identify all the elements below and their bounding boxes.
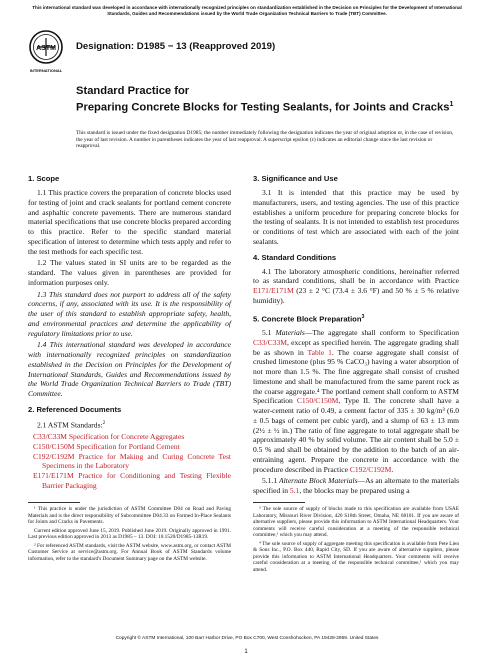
link-c192[interactable]: C192/C192M <box>349 464 392 474</box>
title-line-1: Standard Practice for <box>76 85 190 97</box>
international-notice: This international standard was developed in accordance with internationally recognized principles on standardization established in the Decision on Principles for the Development of International Standards, Guides and Recommendations issued by the World Trade Organization Technical Barriers to Trade (TBT) Committee. <box>32 5 462 16</box>
refdocs-heading: 2. Referenced Documents <box>28 404 122 414</box>
footnotes-left <box>28 502 231 564</box>
footnote-3: ³ The sole source of supply of blocks made to this specification are available from USAE Laboratory, Missouri River Division, 420 S18th Street, Omaha, NE 68101. If you are aware of alternative suppliers, please provide this information to ASTM International Headquarters. Your comments will receive careful consideration at a meeting of the responsible technical committee,¹ which you may attend. <box>253 506 459 538</box>
title-footnote-mark: 1 <box>449 101 454 108</box>
footnote-rule <box>28 502 80 503</box>
prep-heading: 5. Concrete Block Preparation$^3$ <box>253 313 365 324</box>
ref-item-c33[interactable]: C33/C33M Specification for Concrete Aggregates <box>33 432 185 442</box>
copyright: Copyright © ASTM International, 100 Barr Harbor Drive, PO Box C700, West Conshohocken, PA 19428-2959. United States <box>115 636 379 641</box>
footnote-edition: Current edition approved June 15, 2019. Published June 2019. Originally approved in 1991. Last previous edition approved in 2013 as D1985 – 13. DOI: 10.1520/D1985-13R19. <box>28 527 231 540</box>
conditions-heading: 4. Standard Conditions <box>253 252 337 262</box>
issuance-note: This standard is issued under the fixed designation D1985; the number immediately following the designation indicates the year of original adoption or, in the case of revision, the year of last revision. A number in parentheses indicates the year of last reapproval. A superscript epsilon (ε) indicates an editorial change since the last revision or reapproval. <box>76 130 454 150</box>
astm-logo-icon <box>28 29 64 77</box>
link-5-1[interactable]: 5.1 <box>289 486 300 496</box>
link-c33[interactable]: C33/C33M <box>253 337 287 347</box>
title-line-2: Preparing Concrete Blocks for Testing Sealants, for Joints and Cracks$^1$ <box>76 101 454 114</box>
prep-p2: 5.1.1 Alternate Block Materials—As an alternate to the materials specified in 5.1, the blocks may be prepared using a <box>253 476 460 496</box>
significance-heading: 3. Significance and Use <box>253 174 338 183</box>
scope-heading: 1. Scope <box>28 174 60 183</box>
footnote-4: ⁴ The sole source of supply of aggregate meeting this specification is available from Pete Lien & Sons Inc., P.O. Box 440, Rapid City, SD. If you are aware of alternative suppliers, please provide this information to ASTM International Headquarters. Your comments will receive careful consideration at a meeting of the responsible technical committee,¹ which you may attend. <box>253 540 459 573</box>
link-e171[interactable]: E171/E171M <box>253 286 294 295</box>
scope-p2: 1.2 The values stated in SI units are to be regarded as the standard. The values given in parentheses are provided for information purposes only. <box>28 258 231 287</box>
refdocs-sub: 2.1 ASTM Standards:$^2$ <box>37 419 106 430</box>
link-table-1[interactable]: Table 1 <box>307 347 332 357</box>
document-title <box>76 84 456 115</box>
ref-item-e171[interactable]: E171/E171M Practice for Conditioning and Testing Flexible Barrier Packaging <box>33 471 231 490</box>
ref-item-c192[interactable]: C192/C192M Practice for Making and Curing Concrete Test Specimens in the Laboratory <box>33 451 231 471</box>
prep-p1: 5.1 Materials—The aggregate shall conform to Specification C33/C33M, except as specified herein. The aggregate grading shall be as shown in Table 1. The coarse aggregate shall consist of crushed limestone (plus 95 % CaCO₃) having a water absorption of not more than 1.5 %. The fine aggregate shall consist of crushed limestone and shall be manufactured from the same parent rock as the coarse aggregate.⁴ The portland cement shall conform to ASTM Specification C150/C150M, Type II. The concrete shall have a water-cement ratio of 0.49, a cement factor of 335 ± 30 kg/m³ (6.0 ± 0.5 bags of cement per cubic yard), and a slump of 63 ± 13 mm (2½ ± ½ in.) The ratio of fine aggregate to total aggregate shall be approximately 40 % by solid volume. The air content shall be 5.0 ± 0.5 % and shall be obtained by the addition to the batch of an air-entraining agent. Prepare the concrete in accordance with the procedure described in Practice C192/C192M. <box>253 328 459 474</box>
left-column <box>28 174 231 491</box>
scope-p1: 1.1 This practice covers the preparation of concrete blocks used for testing of joint and crack sealants for portland cement concrete and asphaltic concrete pavements. There are numerous standard material specifications that use concrete blocks prepared according to this practice. Refer to the specific standard material specification of interest to determine which tests apply and refer to the test methods for each specific test. <box>28 188 231 256</box>
designation: Designation: D1985 − 13 (Reapproved 2019) <box>76 41 276 52</box>
ref-item-c150[interactable]: C150/C150M Specification for Portland Cement <box>33 441 180 451</box>
footnote-2: ² For referenced ASTM standards, visit the ASTM website, www.astm.org, or contact ASTM Customer Service at service@astm.org. For Annual Book of ASTM Standards volume information, refer to the standard's Document Summary page on the ASTM website. <box>28 542 231 562</box>
scope-p3: 1.3 This standard does not purport to address all of the safety concerns, if any, associated with its use. It is the responsibility of the user of this standard to establish appropriate safety, health, and environmental practices and determine the applicability of regulatory limitations prior to use. <box>28 289 231 338</box>
footnotes-right <box>253 502 459 575</box>
significance-p1: 3.1 It is intended that this practice may be used by manufacturers, users, and testing agencies. The use of this practice establishes a uniform procedure for preparing concrete blocks for the testing of sealants. It is not intended to establish test procedures or conditions of test which are associated with each of the joint sealants. <box>253 188 459 246</box>
logo-sub: INTERNATIONAL <box>29 68 63 73</box>
link-c150[interactable]: C150/C150M <box>296 396 339 406</box>
conditions-p1: 4.1 The laboratory atmospheric conditions, hereinafter referred to as standard conditions, shall be in accordance with Practice E171/E171M (23 ± 2 °C (73.4 ± 3.6 °F) and 50 % ± 5 % relative humidity). <box>253 266 459 305</box>
footnote-rule <box>253 502 305 503</box>
footnote-1: ¹ This practice is under the jurisdiction of ASTM Committee D04 on Road and Paving Materials and is the direct responsibility of Subcommittee D04.33 on Formed In-Place Sealants for Joints and Cracks in Pavements. <box>28 506 231 525</box>
logo-wordmark: ASTM <box>36 45 56 52</box>
scope-p4: 1.4 This international standard was developed in accordance with internationally recognized principles on standardization established in the Decision on Principles for the Development of International Standards, Guides and Recommendations issued by the World Trade Organization Technical Barriers to Trade (TBT) Committee. <box>28 340 231 398</box>
right-column <box>253 174 459 498</box>
page-number: 1 <box>244 649 248 655</box>
